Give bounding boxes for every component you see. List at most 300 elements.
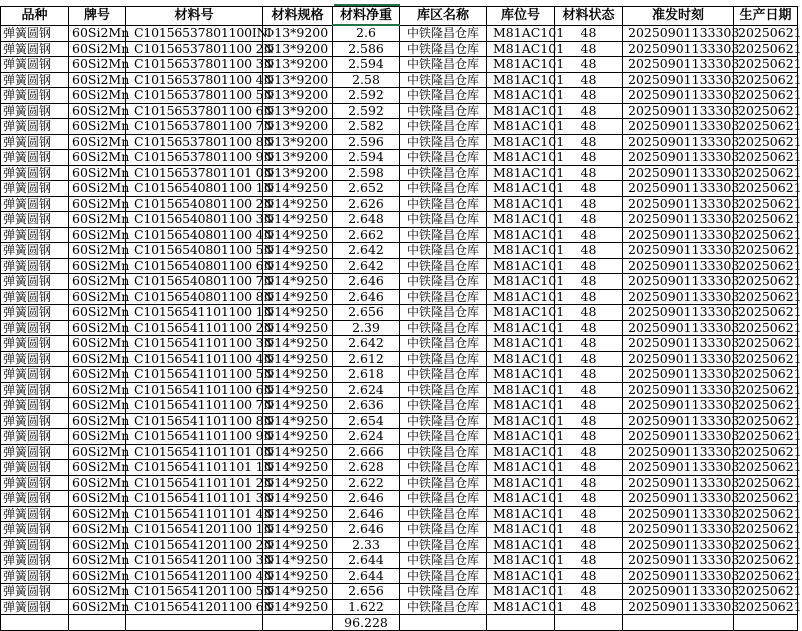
cell-release-time[interactable]: 20250901133303 xyxy=(623,289,734,305)
cell-net-weight[interactable]: 2.656 xyxy=(333,305,400,321)
cell-material-no[interactable]: C10156541101100 9N xyxy=(126,429,263,445)
cell-spec[interactable]: Φ14*9250 xyxy=(263,599,333,615)
cell-release-time[interactable]: 20250901133303 xyxy=(623,475,734,491)
cell-location[interactable]: M81AC101 xyxy=(487,134,555,150)
cell-variety[interactable]: 弹簧圆钢 xyxy=(1,398,69,414)
cell-status[interactable]: 48 xyxy=(555,537,623,553)
cell-status[interactable]: 48 xyxy=(555,274,623,290)
cell-location[interactable]: M81AC101 xyxy=(487,460,555,476)
cell-location[interactable]: M81AC101 xyxy=(487,88,555,104)
cell-warehouse[interactable]: 中铁隆昌仓库 xyxy=(400,599,487,615)
cell-warehouse[interactable]: 中铁隆昌仓库 xyxy=(400,506,487,522)
cell-location[interactable]: M81AC101 xyxy=(487,584,555,600)
cell-spec[interactable]: Φ14*9250 xyxy=(263,181,333,197)
cell-variety[interactable]: 弹簧圆钢 xyxy=(1,351,69,367)
cell-grade[interactable]: 60Si2Mn xyxy=(69,305,126,321)
cell-grade[interactable]: 60Si2Mn xyxy=(69,398,126,414)
cell-location[interactable]: M81AC101 xyxy=(487,429,555,445)
cell-warehouse[interactable]: 中铁隆昌仓库 xyxy=(400,398,487,414)
cell-net-weight[interactable]: 2.646 xyxy=(333,274,400,290)
cell-production-date[interactable]: 20250621 xyxy=(734,227,798,243)
cell-variety[interactable]: 弹簧圆钢 xyxy=(1,460,69,476)
cell-variety[interactable]: 弹簧圆钢 xyxy=(1,274,69,290)
cell-material-no[interactable]: C10156541201100 5N xyxy=(126,584,263,600)
cell-release-time[interactable]: 20250901133303 xyxy=(623,41,734,57)
cell-variety[interactable]: 弹簧圆钢 xyxy=(1,305,69,321)
cell-location[interactable]: M81AC101 xyxy=(487,181,555,197)
cell-grade[interactable]: 60Si2Mn xyxy=(69,41,126,57)
cell-warehouse[interactable]: 中铁隆昌仓库 xyxy=(400,351,487,367)
cell-grade[interactable]: 60Si2Mn xyxy=(69,475,126,491)
cell-status[interactable]: 48 xyxy=(555,367,623,383)
cell-grade[interactable]: 60Si2Mn xyxy=(69,336,126,352)
cell-grade[interactable]: 60Si2Mn xyxy=(69,119,126,135)
cell-release-time[interactable]: 20250901133303 xyxy=(623,522,734,538)
cell-spec[interactable]: Φ13*9200 xyxy=(263,57,333,73)
cell-spec[interactable]: Φ14*9250 xyxy=(263,351,333,367)
cell-location[interactable]: M81AC101 xyxy=(487,103,555,119)
cell-production-date[interactable]: 20250621 xyxy=(734,41,798,57)
cell-status[interactable]: 48 xyxy=(555,429,623,445)
cell-grade[interactable]: 60Si2Mn xyxy=(69,506,126,522)
cell-status[interactable]: 48 xyxy=(555,88,623,104)
cell-warehouse[interactable]: 中铁隆昌仓库 xyxy=(400,568,487,584)
cell-grade[interactable]: 60Si2Mn xyxy=(69,522,126,538)
cell-location[interactable]: M81AC101 xyxy=(487,398,555,414)
cell-release-time[interactable]: 20250901133303 xyxy=(623,88,734,104)
cell-location[interactable]: M81AC101 xyxy=(487,72,555,88)
cell-grade[interactable]: 60Si2Mn xyxy=(69,165,126,181)
cell-production-date[interactable]: 20250621 xyxy=(734,103,798,119)
cell-release-time[interactable]: 20250901133303 xyxy=(623,398,734,414)
cell-release-time[interactable]: 20250901133303 xyxy=(623,460,734,476)
cell-grade[interactable]: 60Si2Mn xyxy=(69,181,126,197)
cell-variety[interactable]: 弹簧圆钢 xyxy=(1,413,69,429)
cell-production-date[interactable]: 20250621 xyxy=(734,506,798,522)
cell-warehouse[interactable]: 中铁隆昌仓库 xyxy=(400,57,487,73)
cell-warehouse[interactable]: 中铁隆昌仓库 xyxy=(400,41,487,57)
cell-material-no[interactable]: C10156537801100IN xyxy=(126,25,263,41)
cell-variety[interactable]: 弹簧圆钢 xyxy=(1,382,69,398)
cell-net-weight[interactable]: 2.662 xyxy=(333,227,400,243)
cell-warehouse[interactable]: 中铁隆昌仓库 xyxy=(400,429,487,445)
cell-net-weight[interactable]: 2.612 xyxy=(333,351,400,367)
cell-location[interactable]: M81AC101 xyxy=(487,537,555,553)
cell-material-no[interactable]: C10156541101101 1N xyxy=(126,460,263,476)
cell-status[interactable]: 48 xyxy=(555,150,623,166)
cell-production-date[interactable]: 20250621 xyxy=(734,258,798,274)
cell-release-time[interactable]: 20250901133303 xyxy=(623,119,734,135)
cell-variety[interactable]: 弹簧圆钢 xyxy=(1,475,69,491)
empty-cell[interactable] xyxy=(400,615,487,631)
cell-material-no[interactable]: C10156541201100 2N xyxy=(126,537,263,553)
cell-location[interactable]: M81AC101 xyxy=(487,25,555,41)
cell-spec[interactable]: Φ14*9250 xyxy=(263,491,333,507)
cell-production-date[interactable]: 20250621 xyxy=(734,165,798,181)
cell-status[interactable]: 48 xyxy=(555,599,623,615)
cell-production-date[interactable]: 20250621 xyxy=(734,584,798,600)
cell-release-time[interactable]: 20250901133303 xyxy=(623,212,734,228)
cell-status[interactable]: 48 xyxy=(555,289,623,305)
cell-material-no[interactable]: C10156541101100 8N xyxy=(126,413,263,429)
cell-material-no[interactable]: C10156537801100 8N xyxy=(126,134,263,150)
cell-production-date[interactable]: 20250621 xyxy=(734,599,798,615)
cell-status[interactable]: 48 xyxy=(555,553,623,569)
cell-status[interactable]: 48 xyxy=(555,212,623,228)
cell-production-date[interactable]: 20250621 xyxy=(734,181,798,197)
cell-location[interactable]: M81AC101 xyxy=(487,212,555,228)
cell-warehouse[interactable]: 中铁隆昌仓库 xyxy=(400,491,487,507)
cell-location[interactable]: M81AC101 xyxy=(487,553,555,569)
cell-spec[interactable]: Φ14*9250 xyxy=(263,320,333,336)
cell-production-date[interactable]: 20250621 xyxy=(734,320,798,336)
cell-warehouse[interactable]: 中铁隆昌仓库 xyxy=(400,537,487,553)
cell-grade[interactable]: 60Si2Mn xyxy=(69,429,126,445)
cell-grade[interactable]: 60Si2Mn xyxy=(69,537,126,553)
cell-location[interactable]: M81AC101 xyxy=(487,522,555,538)
header-warehouse[interactable]: 库区名称 xyxy=(400,7,487,26)
cell-spec[interactable]: Φ14*9250 xyxy=(263,475,333,491)
cell-variety[interactable]: 弹簧圆钢 xyxy=(1,88,69,104)
cell-release-time[interactable]: 20250901133303 xyxy=(623,429,734,445)
cell-warehouse[interactable]: 中铁隆昌仓库 xyxy=(400,336,487,352)
cell-material-no[interactable]: C10156540801100 3N xyxy=(126,212,263,228)
cell-net-weight[interactable]: 2.654 xyxy=(333,413,400,429)
cell-grade[interactable]: 60Si2Mn xyxy=(69,460,126,476)
cell-spec[interactable]: Φ14*9250 xyxy=(263,336,333,352)
cell-status[interactable]: 48 xyxy=(555,336,623,352)
cell-grade[interactable]: 60Si2Mn xyxy=(69,25,126,41)
cell-release-time[interactable]: 20250901133303 xyxy=(623,336,734,352)
cell-spec[interactable]: Φ14*9250 xyxy=(263,537,333,553)
cell-release-time[interactable]: 20250901133303 xyxy=(623,72,734,88)
cell-release-time[interactable]: 20250901133303 xyxy=(623,320,734,336)
cell-warehouse[interactable]: 中铁隆昌仓库 xyxy=(400,522,487,538)
cell-production-date[interactable]: 20250621 xyxy=(734,537,798,553)
cell-release-time[interactable]: 20250901133303 xyxy=(623,258,734,274)
cell-release-time[interactable]: 20250901133303 xyxy=(623,274,734,290)
cell-spec[interactable]: Φ14*9250 xyxy=(263,506,333,522)
cell-net-weight[interactable]: 2.642 xyxy=(333,243,400,259)
cell-grade[interactable]: 60Si2Mn xyxy=(69,351,126,367)
cell-warehouse[interactable]: 中铁隆昌仓库 xyxy=(400,243,487,259)
cell-status[interactable]: 48 xyxy=(555,227,623,243)
cell-net-weight[interactable]: 2.58 xyxy=(333,72,400,88)
empty-cell[interactable] xyxy=(1,615,69,631)
cell-warehouse[interactable]: 中铁隆昌仓库 xyxy=(400,227,487,243)
cell-release-time[interactable]: 20250901133303 xyxy=(623,382,734,398)
cell-spec[interactable]: Φ13*9200 xyxy=(263,25,333,41)
cell-status[interactable]: 48 xyxy=(555,305,623,321)
cell-warehouse[interactable]: 中铁隆昌仓库 xyxy=(400,258,487,274)
cell-material-no[interactable]: C10156537801100 5N xyxy=(126,88,263,104)
cell-release-time[interactable]: 20250901133303 xyxy=(623,537,734,553)
cell-production-date[interactable]: 20250621 xyxy=(734,429,798,445)
cell-net-weight[interactable]: 2.598 xyxy=(333,165,400,181)
cell-grade[interactable]: 60Si2Mn xyxy=(69,444,126,460)
cell-grade[interactable]: 60Si2Mn xyxy=(69,553,126,569)
cell-net-weight[interactable]: 2.656 xyxy=(333,584,400,600)
cell-location[interactable]: M81AC101 xyxy=(487,57,555,73)
cell-variety[interactable]: 弹簧圆钢 xyxy=(1,57,69,73)
cell-variety[interactable]: 弹簧圆钢 xyxy=(1,134,69,150)
cell-spec[interactable]: Φ14*9250 xyxy=(263,212,333,228)
cell-grade[interactable]: 60Si2Mn xyxy=(69,57,126,73)
cell-release-time[interactable]: 20250901133303 xyxy=(623,243,734,259)
cell-spec[interactable]: Φ14*9250 xyxy=(263,227,333,243)
cell-variety[interactable]: 弹簧圆钢 xyxy=(1,599,69,615)
cell-variety[interactable]: 弹簧圆钢 xyxy=(1,119,69,135)
cell-warehouse[interactable]: 中铁隆昌仓库 xyxy=(400,103,487,119)
cell-material-no[interactable]: C10156537801100 2N xyxy=(126,41,263,57)
cell-material-no[interactable]: C10156540801100 6N xyxy=(126,258,263,274)
cell-net-weight[interactable]: 2.586 xyxy=(333,41,400,57)
cell-material-no[interactable]: C10156537801100 6N xyxy=(126,103,263,119)
cell-net-weight[interactable]: 2.39 xyxy=(333,320,400,336)
cell-release-time[interactable]: 20250901133303 xyxy=(623,367,734,383)
cell-production-date[interactable]: 20250621 xyxy=(734,134,798,150)
cell-spec[interactable]: Φ14*9250 xyxy=(263,429,333,445)
cell-location[interactable]: M81AC101 xyxy=(487,320,555,336)
cell-net-weight[interactable]: 2.596 xyxy=(333,134,400,150)
cell-net-weight[interactable]: 2.582 xyxy=(333,119,400,135)
cell-net-weight[interactable]: 2.644 xyxy=(333,553,400,569)
cell-location[interactable]: M81AC101 xyxy=(487,258,555,274)
cell-production-date[interactable]: 20250621 xyxy=(734,491,798,507)
cell-release-time[interactable]: 20250901133303 xyxy=(623,103,734,119)
cell-spec[interactable]: Φ14*9250 xyxy=(263,274,333,290)
cell-variety[interactable]: 弹簧圆钢 xyxy=(1,320,69,336)
cell-location[interactable]: M81AC101 xyxy=(487,491,555,507)
cell-warehouse[interactable]: 中铁隆昌仓库 xyxy=(400,382,487,398)
cell-warehouse[interactable]: 中铁隆昌仓库 xyxy=(400,584,487,600)
cell-warehouse[interactable]: 中铁隆昌仓库 xyxy=(400,320,487,336)
cell-net-weight[interactable]: 2.646 xyxy=(333,506,400,522)
cell-grade[interactable]: 60Si2Mn xyxy=(69,150,126,166)
cell-location[interactable]: M81AC101 xyxy=(487,119,555,135)
cell-location[interactable]: M81AC101 xyxy=(487,243,555,259)
cell-net-weight[interactable]: 2.622 xyxy=(333,475,400,491)
cell-spec[interactable]: Φ13*9200 xyxy=(263,165,333,181)
empty-cell[interactable] xyxy=(263,615,333,631)
cell-spec[interactable]: Φ13*9200 xyxy=(263,72,333,88)
cell-status[interactable]: 48 xyxy=(555,165,623,181)
cell-grade[interactable]: 60Si2Mn xyxy=(69,568,126,584)
cell-location[interactable]: M81AC101 xyxy=(487,506,555,522)
cell-grade[interactable]: 60Si2Mn xyxy=(69,382,126,398)
cell-net-weight[interactable]: 2.592 xyxy=(333,88,400,104)
cell-release-time[interactable]: 20250901133303 xyxy=(623,150,734,166)
cell-grade[interactable]: 60Si2Mn xyxy=(69,103,126,119)
header-production-date[interactable]: 生产日期 xyxy=(734,7,798,26)
cell-variety[interactable]: 弹簧圆钢 xyxy=(1,553,69,569)
cell-material-no[interactable]: C10156537801100 7N xyxy=(126,119,263,135)
total-net-weight[interactable]: 96.228 xyxy=(333,615,400,631)
cell-material-no[interactable]: C10156541101100 1N xyxy=(126,305,263,321)
cell-net-weight[interactable]: 2.646 xyxy=(333,491,400,507)
cell-grade[interactable]: 60Si2Mn xyxy=(69,320,126,336)
cell-production-date[interactable]: 20250621 xyxy=(734,289,798,305)
cell-release-time[interactable]: 20250901133303 xyxy=(623,351,734,367)
cell-production-date[interactable]: 20250621 xyxy=(734,305,798,321)
cell-material-no[interactable]: C10156541201100 6N xyxy=(126,599,263,615)
cell-material-no[interactable]: C10156541101100 5N xyxy=(126,367,263,383)
cell-material-no[interactable]: C10156541101100 2N xyxy=(126,320,263,336)
cell-net-weight[interactable]: 2.6 xyxy=(333,25,400,41)
cell-net-weight[interactable]: 2.648 xyxy=(333,212,400,228)
empty-cell[interactable] xyxy=(734,615,798,631)
cell-production-date[interactable]: 20250621 xyxy=(734,243,798,259)
cell-release-time[interactable]: 20250901133303 xyxy=(623,134,734,150)
cell-warehouse[interactable]: 中铁隆昌仓库 xyxy=(400,367,487,383)
cell-grade[interactable]: 60Si2Mn xyxy=(69,413,126,429)
cell-variety[interactable]: 弹簧圆钢 xyxy=(1,212,69,228)
cell-net-weight[interactable]: 2.618 xyxy=(333,367,400,383)
cell-spec[interactable]: Φ14*9250 xyxy=(263,522,333,538)
cell-warehouse[interactable]: 中铁隆昌仓库 xyxy=(400,72,487,88)
cell-material-no[interactable]: C10156540801100 7N xyxy=(126,274,263,290)
cell-location[interactable]: M81AC101 xyxy=(487,367,555,383)
cell-warehouse[interactable]: 中铁隆昌仓库 xyxy=(400,289,487,305)
cell-status[interactable]: 48 xyxy=(555,460,623,476)
cell-status[interactable]: 48 xyxy=(555,320,623,336)
cell-variety[interactable]: 弹簧圆钢 xyxy=(1,336,69,352)
cell-status[interactable]: 48 xyxy=(555,25,623,41)
cell-grade[interactable]: 60Si2Mn xyxy=(69,134,126,150)
cell-status[interactable]: 48 xyxy=(555,72,623,88)
empty-cell[interactable] xyxy=(69,615,126,631)
cell-material-no[interactable]: C10156537801100 4N xyxy=(126,72,263,88)
cell-location[interactable]: M81AC101 xyxy=(487,382,555,398)
cell-location[interactable]: M81AC101 xyxy=(487,196,555,212)
cell-grade[interactable]: 60Si2Mn xyxy=(69,227,126,243)
cell-variety[interactable]: 弹簧圆钢 xyxy=(1,41,69,57)
cell-warehouse[interactable]: 中铁隆昌仓库 xyxy=(400,165,487,181)
cell-status[interactable]: 48 xyxy=(555,522,623,538)
empty-cell[interactable] xyxy=(126,615,263,631)
cell-variety[interactable]: 弹簧圆钢 xyxy=(1,491,69,507)
cell-status[interactable]: 48 xyxy=(555,398,623,414)
cell-variety[interactable]: 弹簧圆钢 xyxy=(1,289,69,305)
cell-status[interactable]: 48 xyxy=(555,584,623,600)
cell-net-weight[interactable]: 2.646 xyxy=(333,522,400,538)
cell-grade[interactable]: 60Si2Mn xyxy=(69,243,126,259)
cell-material-no[interactable]: C10156540801100 8N xyxy=(126,289,263,305)
cell-grade[interactable]: 60Si2Mn xyxy=(69,289,126,305)
cell-production-date[interactable]: 20250621 xyxy=(734,336,798,352)
empty-cell[interactable] xyxy=(487,615,555,631)
cell-status[interactable]: 48 xyxy=(555,181,623,197)
cell-spec[interactable]: Φ14*9250 xyxy=(263,289,333,305)
cell-variety[interactable]: 弹簧圆钢 xyxy=(1,103,69,119)
cell-location[interactable]: M81AC101 xyxy=(487,274,555,290)
cell-production-date[interactable]: 20250621 xyxy=(734,57,798,73)
cell-location[interactable]: M81AC101 xyxy=(487,289,555,305)
cell-warehouse[interactable]: 中铁隆昌仓库 xyxy=(400,460,487,476)
cell-net-weight[interactable]: 2.594 xyxy=(333,150,400,166)
cell-material-no[interactable]: C10156541101100 3N xyxy=(126,336,263,352)
cell-release-time[interactable]: 20250901133303 xyxy=(623,25,734,41)
cell-net-weight[interactable]: 2.628 xyxy=(333,460,400,476)
cell-release-time[interactable]: 20250901133303 xyxy=(623,568,734,584)
cell-material-no[interactable]: C10156540801100 4N xyxy=(126,227,263,243)
cell-spec[interactable]: Φ14*9250 xyxy=(263,258,333,274)
cell-production-date[interactable]: 20250621 xyxy=(734,382,798,398)
cell-release-time[interactable]: 20250901133303 xyxy=(623,599,734,615)
cell-release-time[interactable]: 20250901133303 xyxy=(623,305,734,321)
cell-warehouse[interactable]: 中铁隆昌仓库 xyxy=(400,119,487,135)
cell-production-date[interactable]: 20250621 xyxy=(734,553,798,569)
cell-net-weight[interactable]: 2.646 xyxy=(333,289,400,305)
cell-location[interactable]: M81AC101 xyxy=(487,336,555,352)
cell-material-no[interactable]: C10156540801100 2N xyxy=(126,196,263,212)
cell-grade[interactable]: 60Si2Mn xyxy=(69,367,126,383)
cell-material-no[interactable]: C10156541101100 4N xyxy=(126,351,263,367)
cell-material-no[interactable]: C10156541101100 6N xyxy=(126,382,263,398)
cell-spec[interactable]: Φ14*9250 xyxy=(263,243,333,259)
cell-status[interactable]: 48 xyxy=(555,41,623,57)
header-spec[interactable]: 材料规格 xyxy=(263,7,333,26)
cell-production-date[interactable]: 20250621 xyxy=(734,444,798,460)
cell-grade[interactable]: 60Si2Mn xyxy=(69,274,126,290)
cell-grade[interactable]: 60Si2Mn xyxy=(69,72,126,88)
cell-variety[interactable]: 弹簧圆钢 xyxy=(1,584,69,600)
cell-material-no[interactable]: C10156540801100 1N xyxy=(126,181,263,197)
cell-net-weight[interactable]: 2.592 xyxy=(333,103,400,119)
cell-material-no[interactable]: C10156541101101 2N xyxy=(126,475,263,491)
cell-status[interactable]: 48 xyxy=(555,506,623,522)
cell-production-date[interactable]: 20250621 xyxy=(734,212,798,228)
cell-spec[interactable]: Φ14*9250 xyxy=(263,398,333,414)
cell-net-weight[interactable]: 2.624 xyxy=(333,382,400,398)
cell-variety[interactable]: 弹簧圆钢 xyxy=(1,429,69,445)
cell-variety[interactable]: 弹簧圆钢 xyxy=(1,227,69,243)
cell-release-time[interactable]: 20250901133303 xyxy=(623,181,734,197)
cell-warehouse[interactable]: 中铁隆昌仓库 xyxy=(400,88,487,104)
cell-net-weight[interactable]: 2.644 xyxy=(333,568,400,584)
cell-production-date[interactable]: 20250621 xyxy=(734,150,798,166)
cell-grade[interactable]: 60Si2Mn xyxy=(69,599,126,615)
cell-spec[interactable]: Φ13*9200 xyxy=(263,103,333,119)
cell-variety[interactable]: 弹簧圆钢 xyxy=(1,367,69,383)
cell-production-date[interactable]: 20250621 xyxy=(734,72,798,88)
cell-location[interactable]: M81AC101 xyxy=(487,305,555,321)
cell-variety[interactable]: 弹簧圆钢 xyxy=(1,537,69,553)
cell-grade[interactable]: 60Si2Mn xyxy=(69,491,126,507)
header-location[interactable]: 库位号 xyxy=(487,7,555,26)
cell-material-no[interactable]: C10156541201100 3N xyxy=(126,553,263,569)
cell-release-time[interactable]: 20250901133303 xyxy=(623,57,734,73)
cell-net-weight[interactable]: 2.642 xyxy=(333,336,400,352)
cell-variety[interactable]: 弹簧圆钢 xyxy=(1,165,69,181)
cell-status[interactable]: 48 xyxy=(555,134,623,150)
cell-warehouse[interactable]: 中铁隆昌仓库 xyxy=(400,196,487,212)
cell-production-date[interactable]: 20250621 xyxy=(734,460,798,476)
cell-warehouse[interactable]: 中铁隆昌仓库 xyxy=(400,274,487,290)
header-release-time[interactable]: 准发时刻 xyxy=(623,7,734,26)
cell-status[interactable]: 48 xyxy=(555,196,623,212)
empty-cell[interactable] xyxy=(623,615,734,631)
cell-release-time[interactable]: 20250901133303 xyxy=(623,584,734,600)
cell-warehouse[interactable]: 中铁隆昌仓库 xyxy=(400,475,487,491)
cell-status[interactable]: 48 xyxy=(555,258,623,274)
cell-release-time[interactable]: 20250901133303 xyxy=(623,227,734,243)
cell-net-weight[interactable]: 2.652 xyxy=(333,181,400,197)
cell-net-weight[interactable]: 2.666 xyxy=(333,444,400,460)
cell-production-date[interactable]: 20250621 xyxy=(734,88,798,104)
cell-production-date[interactable]: 20250621 xyxy=(734,351,798,367)
cell-production-date[interactable]: 20250621 xyxy=(734,568,798,584)
